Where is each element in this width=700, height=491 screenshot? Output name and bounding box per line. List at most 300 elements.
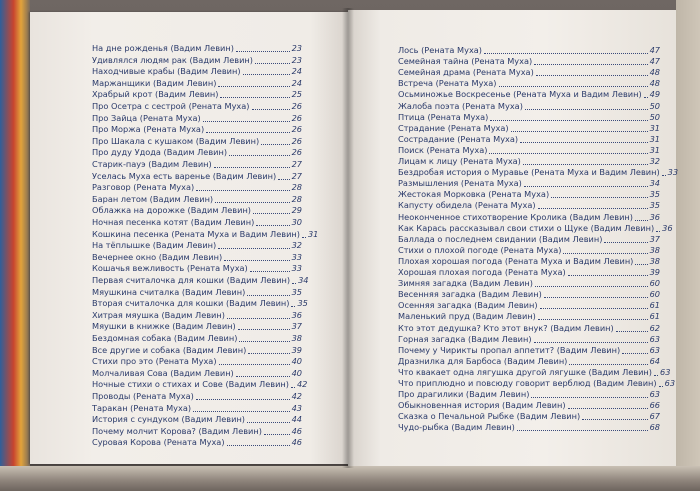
toc-entry-title: Лицам к лицу (398, 156, 458, 166)
toc-leader-dots (563, 253, 647, 254)
toc-entry-title: Чудо-рыбка (398, 422, 449, 433)
toc-entry-page-number: 66 (649, 400, 660, 411)
toc-entry-author: (Вадим Левин) (588, 366, 652, 377)
toc-entry-author: (Вадим Левин) (469, 278, 533, 289)
toc-entry-title: Жестокая Морковка (398, 189, 486, 200)
toc-entry-title: Удивлялся людям рак (92, 54, 187, 65)
toc-entry-title: Кто этот дедушка? Кто этот внук? (398, 322, 548, 333)
toc-leader-dots (302, 237, 306, 238)
toc-entry-title: Почему молчит Корова? (92, 425, 196, 436)
toc-entry (92, 367, 302, 379)
toc-entry-author: (Рената Муха) (435, 78, 497, 89)
toc-entry-title: Храбрый крот (92, 89, 153, 100)
book-bottom-edge (0, 466, 700, 491)
toc-leader-dots (248, 353, 289, 354)
toc-entry (92, 170, 302, 182)
toc-entry-title: Проводы (92, 391, 131, 401)
toc-entry (92, 436, 302, 448)
toc-entry-author: (Вадим Левин) (172, 321, 236, 332)
toc-leader-dots (511, 131, 648, 132)
toc-leader-dots (278, 179, 289, 180)
book-cover-right-edge (676, 0, 700, 491)
toc-entry-page-number: 24 (291, 66, 302, 77)
toc-entry-title: Мяушки в книжке (92, 321, 170, 332)
toc-entry (92, 320, 302, 332)
toc-entry-page-number: 37 (649, 233, 660, 244)
toc-leader-dots (616, 331, 648, 332)
toc-entry-author: (Рената Муха) (130, 402, 192, 413)
toc-entry-title: Хорошая плохая погода (398, 267, 503, 277)
toc-entry-author: (Вадим Левин) (152, 240, 217, 251)
toc-entry-title: Встреча (398, 78, 433, 89)
toc-entry-page-number: 36 (649, 211, 660, 222)
toc-entry-page-number: 35 (297, 298, 308, 309)
toc-entry-title: Что квакает одна лягушка другой лягушке (398, 366, 586, 377)
toc-entry-page-number: 47 (649, 45, 660, 55)
right-page (348, 10, 679, 466)
toc-leader-dots (622, 353, 647, 354)
toc-leader-dots (490, 120, 647, 121)
toc-entry-title: Сказка о Печальной Рыбке (398, 411, 515, 422)
toc-leader-dots (535, 286, 648, 287)
toc-entry-author: (Вадим Левин) (173, 333, 238, 343)
toc-entry-author: (Рената Муха и Вадим Левин) (531, 167, 660, 178)
toc-entry (92, 88, 302, 100)
toc-leader-dots (654, 375, 658, 376)
toc-entry-author: (Вадим Левин) (465, 389, 530, 400)
toc-leader-dots (243, 74, 290, 75)
toc-entry-page-number: 36 (662, 222, 673, 233)
toc-entry (92, 309, 302, 321)
toc-entry-author: (Вадим Левин) (187, 205, 251, 216)
toc-entry-author: (Вадим Левин) (472, 311, 536, 322)
toc-entry-page-number: 31 (649, 122, 660, 133)
toc-entry (92, 286, 302, 298)
toc-entry (92, 100, 302, 112)
toc-entry (92, 239, 302, 251)
toc-entry-page-number: 29 (291, 205, 302, 216)
toc-entry-title: Находчивые крабы (92, 66, 175, 77)
toc-entry (92, 251, 302, 263)
toc-entry-title: Первая считалочка для кошки (92, 275, 224, 285)
toc-entry-author: (Рената Муха) (471, 56, 533, 67)
toc-leader-dots (219, 364, 290, 365)
toc-leader-dots (538, 319, 648, 320)
toc-entry-title: Молчаливая Сова (92, 367, 168, 378)
toc-entry-page-number: 32 (291, 240, 302, 251)
toc-entry-author: (Вадим Левин) (149, 193, 214, 204)
toc-entry-page-number: 63 (664, 378, 676, 388)
toc-entry-title: Семейная тайна (398, 56, 469, 67)
toc-entry-title: Капусту обидела (398, 200, 473, 211)
book-cover-left-edge (0, 0, 30, 491)
toc-entry-author: (Рената Муха) (457, 133, 519, 144)
toc-leader-dots (250, 271, 290, 272)
toc-entry (92, 42, 302, 54)
toc-entry-author: (Вадим Левин) (148, 159, 212, 169)
toc-leader-dots (214, 167, 290, 168)
toc-entry-title: Про дуду Удода (92, 147, 161, 158)
toc-entry-author: (Рената Муха) (474, 200, 536, 211)
toc-leader-dots (291, 306, 295, 307)
toc-entry-author: (Рената Муха) (143, 124, 205, 135)
toc-entry (92, 344, 302, 356)
toc-entry-page-number: 27 (291, 159, 302, 169)
toc-entry-page-number: 26 (291, 124, 302, 135)
toc-entry-title: Жалоба поэта (398, 100, 460, 111)
toc-entry-author: (Вадим Левин) (181, 286, 246, 297)
toc-entry-page-number: 24 (291, 77, 302, 88)
toc-entry-author: (Рената Муха) (447, 122, 509, 133)
toc-leader-dots (253, 213, 290, 214)
toc-entry-title: Страдание (398, 122, 446, 133)
toc-entry-page-number: 37 (291, 321, 302, 332)
toc-entry-author: (Вадим Левин) (198, 425, 262, 436)
toc-entry-author: (Вадим Левин) (170, 43, 234, 53)
toc-entry-author: (Вадим Левин) (225, 379, 289, 390)
toc-entry (92, 228, 319, 240)
toc-entry (92, 402, 302, 414)
toc-entry-title: Размышления (398, 178, 459, 189)
toc-entry-page-number: 33 (667, 167, 679, 178)
toc-leader-dots (196, 399, 290, 400)
toc-leader-dots (525, 109, 648, 110)
toc-entry-page-number: 30 (291, 217, 302, 227)
toc-entry-author: (Рената Муха) (462, 100, 523, 111)
toc-leader-dots (227, 445, 290, 446)
toc-entry-page-number: 36 (291, 309, 302, 320)
toc-entry-author: (Рената Муха) (139, 112, 201, 123)
toc-leader-dots (538, 208, 648, 209)
toc-entry-title: Ночные стихи о стихах и Сове (92, 379, 223, 390)
toc-leader-dots (544, 297, 648, 298)
toc-entry-page-number: 28 (291, 193, 302, 204)
toc-entry-author: (Вадим Левин) (502, 400, 566, 411)
toc-leader-dots (292, 283, 296, 284)
toc-entry-author: (Вадим Левин) (478, 289, 542, 300)
toc-entry-title: Суровая Корова (92, 437, 162, 448)
toc-entry-title: Поиск (398, 144, 424, 155)
toc-entry-title: Все другие и собака (92, 344, 181, 355)
toc-entry-page-number: 40 (291, 367, 302, 378)
toc-entry-title: Уселась Муха есть варенье (92, 170, 211, 181)
toc-entry-page-number: 39 (291, 344, 302, 355)
toc-entry-page-number: 46 (291, 425, 302, 436)
toc-entry-page-number: 26 (291, 101, 302, 111)
toc-entry-page-number: 23 (291, 54, 302, 65)
toc-entry-author: (Рената Муха) (186, 263, 248, 274)
toc-leader-dots (534, 342, 648, 343)
toc-entry-page-number: 28 (291, 182, 302, 193)
toc-entry-title: Стихи про это (92, 356, 154, 367)
toc-entry (92, 216, 302, 228)
toc-entry (92, 297, 308, 309)
toc-entry-page-number: 26 (291, 112, 302, 123)
toc-entry (92, 193, 302, 205)
toc-entry-author: (Вадим Левин) (569, 211, 633, 222)
toc-entry-page-number: 42 (291, 391, 302, 401)
toc-entry-page-number: 63 (649, 333, 660, 344)
toc-entry-page-number: 61 (649, 311, 660, 322)
toc-leader-dots (662, 175, 666, 176)
toc-entry (92, 54, 302, 66)
toc-entry-page-number: 60 (649, 278, 660, 289)
toc-entry-author: (Вадим Левин) (590, 222, 655, 233)
toc-entry-title: На тёплышке (92, 240, 151, 251)
toc-entry-author: (Вадим Левин) (152, 77, 217, 88)
toc-entry-author: (Рената Муха) (500, 244, 562, 255)
toc-entry-title: На дне рожденья (92, 43, 168, 53)
toc-entry-title: Мяушкина считалка (92, 286, 180, 297)
toc-entry-title: Стихи о плохой погоде (398, 244, 498, 255)
toc-leader-dots (484, 53, 648, 54)
toc-entry-author: (Вадим Левин) (503, 355, 568, 366)
toc-entry-author: (Вадим Левин) (451, 422, 515, 433)
toc-entry-page-number: 48 (649, 78, 660, 89)
toc-entry-page-number: 49 (649, 89, 661, 100)
toc-entry-title: Неоконченное стихотворение Кролика (398, 211, 567, 222)
toc-leader-dots (659, 386, 663, 387)
toc-entry-author: (Рената Муха и Вадим Левин) (504, 255, 634, 266)
toc-leader-dots (247, 422, 290, 423)
toc-entry-author: (Рената Муха) (427, 111, 489, 122)
toc-entry-author: (Вадим Левин) (155, 89, 219, 100)
toc-leader-dots (534, 64, 647, 65)
toc-leader-dots (215, 202, 289, 203)
toc-entry-title: Баллада о последнем свидании (398, 233, 537, 244)
toc-entry (92, 355, 302, 367)
toc-leader-dots (227, 318, 290, 319)
toc-entry-page-number: 61 (649, 300, 660, 311)
toc-entry-page-number: 44 (291, 414, 302, 425)
toc-entry-title: Зимняя загадка (398, 278, 467, 289)
toc-entry (398, 421, 660, 433)
toc-leader-dots (568, 408, 648, 409)
toc-entry-author: (Вадим Левин) (189, 54, 253, 65)
table-of-contents-right (348, 10, 679, 466)
toc-entry-title: Бездомная собака (92, 333, 172, 343)
toc-entry-author: (Вадим Левин) (225, 298, 290, 309)
toc-entry-author: (Вадим Левин) (226, 275, 291, 285)
toc-leader-dots (238, 329, 290, 330)
toc-leader-dots (531, 397, 647, 398)
toc-leader-dots (218, 248, 289, 249)
toc-entry-title: Вечернее окно (92, 251, 157, 262)
toc-leader-dots (644, 97, 648, 98)
toc-entry-author: (Вадим Левин) (212, 170, 277, 181)
toc-entry-page-number: 31 (649, 144, 660, 155)
toc-entry-author: (Вадим Левин) (538, 233, 603, 244)
toc-entry (92, 123, 302, 135)
toc-entry-title: Что приплюдно и повсюду говорит верблюд (398, 378, 591, 388)
toc-entry-author: (Вадим Левин) (182, 344, 247, 355)
toc-entry-author: (Рената Муха) (163, 437, 225, 448)
toc-entry-page-number: 38 (291, 333, 302, 343)
toc-leader-dots (520, 142, 647, 143)
toc-entry-page-number: 67 (649, 411, 660, 422)
toc-entry-page-number: 38 (649, 244, 660, 255)
toc-entry-page-number: 63 (659, 366, 671, 377)
toc-entry-author: (Рената Муха) (460, 178, 522, 189)
toc-leader-dots (193, 411, 290, 412)
toc-entry-page-number: 31 (307, 228, 319, 239)
toc-entry-page-number: 43 (291, 402, 302, 413)
toc-entry (92, 146, 302, 158)
toc-entry-title: Про Моржа (92, 124, 141, 135)
toc-leader-dots (247, 295, 289, 296)
toc-entry-title: Как Карась рассказывал свои стихи о Щуке (398, 222, 589, 233)
toc-entry-page-number: 47 (649, 56, 660, 67)
toc-leader-dots (536, 75, 648, 76)
toc-entry-title: Облажка на дорожке (92, 205, 185, 216)
toc-leader-dots (206, 132, 289, 133)
toc-entry (92, 378, 308, 390)
toc-entry-author: (Рената Муха) (421, 45, 483, 55)
toc-entry-author: (Вадим Левин) (177, 66, 241, 77)
toc-entry-author: (Рената Муха) (472, 67, 534, 78)
toc-leader-dots (489, 153, 647, 154)
toc-leader-dots (236, 376, 290, 377)
toc-entry-page-number: 23 (291, 43, 302, 53)
toc-entry-page-number: 64 (649, 355, 660, 366)
toc-entry-title: Почему у Чирикты пропал аппетит? (398, 344, 555, 355)
toc-entry-title: Про драгилики (398, 389, 464, 400)
toc-entry-title: Таракан (92, 402, 128, 413)
toc-entry-author: (Рената Муха) (426, 144, 488, 155)
toc-leader-dots (635, 264, 647, 265)
toc-leader-dots (224, 260, 289, 261)
toc-entry-page-number: 32 (649, 156, 660, 166)
table-of-contents-left (30, 12, 348, 464)
toc-entry-author: (Вадим Левин) (550, 322, 614, 333)
toc-entry-author: (Вадим Левин) (474, 300, 538, 311)
left-page (30, 12, 348, 464)
toc-entry-title: Весенняя загадка (398, 289, 476, 300)
toc-leader-dots (220, 97, 289, 98)
toc-entry-author: (Вадим Левин) (181, 414, 245, 425)
toc-entry-page-number: 33 (291, 263, 302, 274)
toc-entry-author: (Рената Муха и Вадим Левин) (171, 228, 300, 239)
toc-leader-dots (291, 387, 295, 388)
toc-entry (92, 112, 302, 124)
toc-entry-page-number: 38 (649, 255, 660, 266)
toc-leader-dots (236, 51, 290, 52)
book-spine-shadow (342, 8, 354, 468)
toc-leader-dots (255, 63, 290, 64)
toc-leader-dots (551, 197, 647, 198)
toc-entry-author: (Рената Муха) (459, 156, 521, 166)
toc-entry-page-number: 26 (291, 147, 302, 158)
toc-entry-author: (Вадим Левин) (170, 367, 234, 378)
toc-entry-page-number: 48 (649, 67, 660, 78)
toc-leader-dots (256, 225, 289, 226)
toc-entry-page-number: 35 (291, 286, 302, 297)
toc-entry-page-number: 34 (649, 178, 660, 189)
toc-entry-title: Птица (398, 111, 425, 122)
toc-entry-page-number: 68 (649, 422, 660, 433)
toc-entry-page-number: 26 (291, 135, 302, 146)
toc-entry (92, 181, 302, 193)
toc-entry (92, 390, 302, 402)
toc-entry-title: Баран летом (92, 193, 148, 204)
toc-entry-title: Дразнилка для Барбоса (398, 355, 502, 366)
toc-leader-dots (569, 364, 647, 365)
toc-entry-title: Обыкновенная история (398, 400, 500, 411)
toc-leader-dots (582, 419, 647, 420)
toc-entry-page-number: 60 (649, 289, 660, 300)
toc-entry-title: Старик-пауэ (92, 159, 146, 169)
toc-entry-title: Плохая хорошая погода (398, 255, 503, 266)
toc-entry-author: (Вадим Левин) (190, 217, 255, 227)
toc-entry-author: (Вадим Левин) (195, 135, 260, 146)
toc-entry-title: Про Осетра с сестрой (92, 101, 186, 111)
toc-leader-dots (568, 275, 648, 276)
toc-entry-title: Осенняя загадка (398, 300, 472, 311)
toc-entry-page-number: 25 (291, 89, 302, 100)
toc-entry-title: Лось (398, 45, 419, 55)
toc-leader-dots (261, 144, 289, 145)
toc-entry-title: Разговор (92, 182, 131, 193)
toc-entry-author: (Вадим Левин) (158, 251, 223, 262)
toc-entry-title: Осьминожье Воскресенье (398, 89, 511, 100)
toc-entry (92, 204, 302, 216)
toc-entry-author: (Вадим Левин) (161, 309, 225, 320)
toc-entry-author: (Рената Муха) (133, 182, 195, 193)
toc-leader-dots (196, 190, 289, 191)
toc-entry-page-number: 34 (298, 275, 309, 285)
toc-entry-author: (Рената Муха) (155, 356, 217, 367)
toc-entry-page-number: 31 (649, 133, 660, 144)
toc-entry-page-number: 35 (649, 200, 660, 211)
toc-leader-dots (203, 121, 290, 122)
toc-leader-dots (635, 220, 648, 221)
toc-entry-author: (Рената Муха) (504, 267, 566, 277)
toc-entry-title: Маржанщики (92, 77, 151, 88)
toc-entry-author: (Рената Муха) (488, 189, 550, 200)
toc-entry-page-number: 42 (296, 379, 308, 390)
toc-leader-dots (523, 164, 648, 165)
toc-leader-dots (252, 109, 290, 110)
toc-entry-title: Бездробая история о Муравье (398, 167, 529, 178)
toc-entry (92, 135, 302, 147)
toc-entry-page-number: 33 (291, 251, 302, 262)
toc-entry-page-number: 40 (291, 356, 302, 367)
toc-leader-dots (604, 242, 647, 243)
toc-entry-page-number: 50 (649, 111, 660, 122)
toc-entry-author: (Рената Муха) (188, 101, 250, 111)
toc-entry (92, 65, 302, 77)
toc-leader-dots (218, 86, 289, 87)
toc-entry-author: (Рената Муха) (132, 391, 194, 401)
toc-entry-title: Про Шакала с кушаком (92, 135, 194, 146)
toc-entry-title: Ночная песенка котят (92, 217, 189, 227)
toc-entry-author: (Вадим Левин) (556, 344, 621, 355)
toc-entry-title: Кошкина песенка (92, 228, 169, 239)
toc-entry-page-number: 39 (649, 267, 660, 277)
toc-entry-author: (Вадим Левин) (593, 378, 657, 388)
toc-entry-page-number: 50 (649, 100, 660, 111)
toc-leader-dots (656, 231, 660, 232)
toc-entry-page-number: 63 (649, 389, 660, 400)
toc-entry (92, 425, 302, 437)
toc-entry (92, 413, 302, 425)
toc-entry-title: Маленький пруд (398, 311, 470, 322)
toc-entry-title: Про Зайца (92, 112, 138, 123)
toc-entry (92, 77, 302, 89)
toc-leader-dots (517, 430, 648, 431)
toc-entry-page-number: 35 (649, 189, 660, 200)
toc-leader-dots (239, 341, 289, 342)
